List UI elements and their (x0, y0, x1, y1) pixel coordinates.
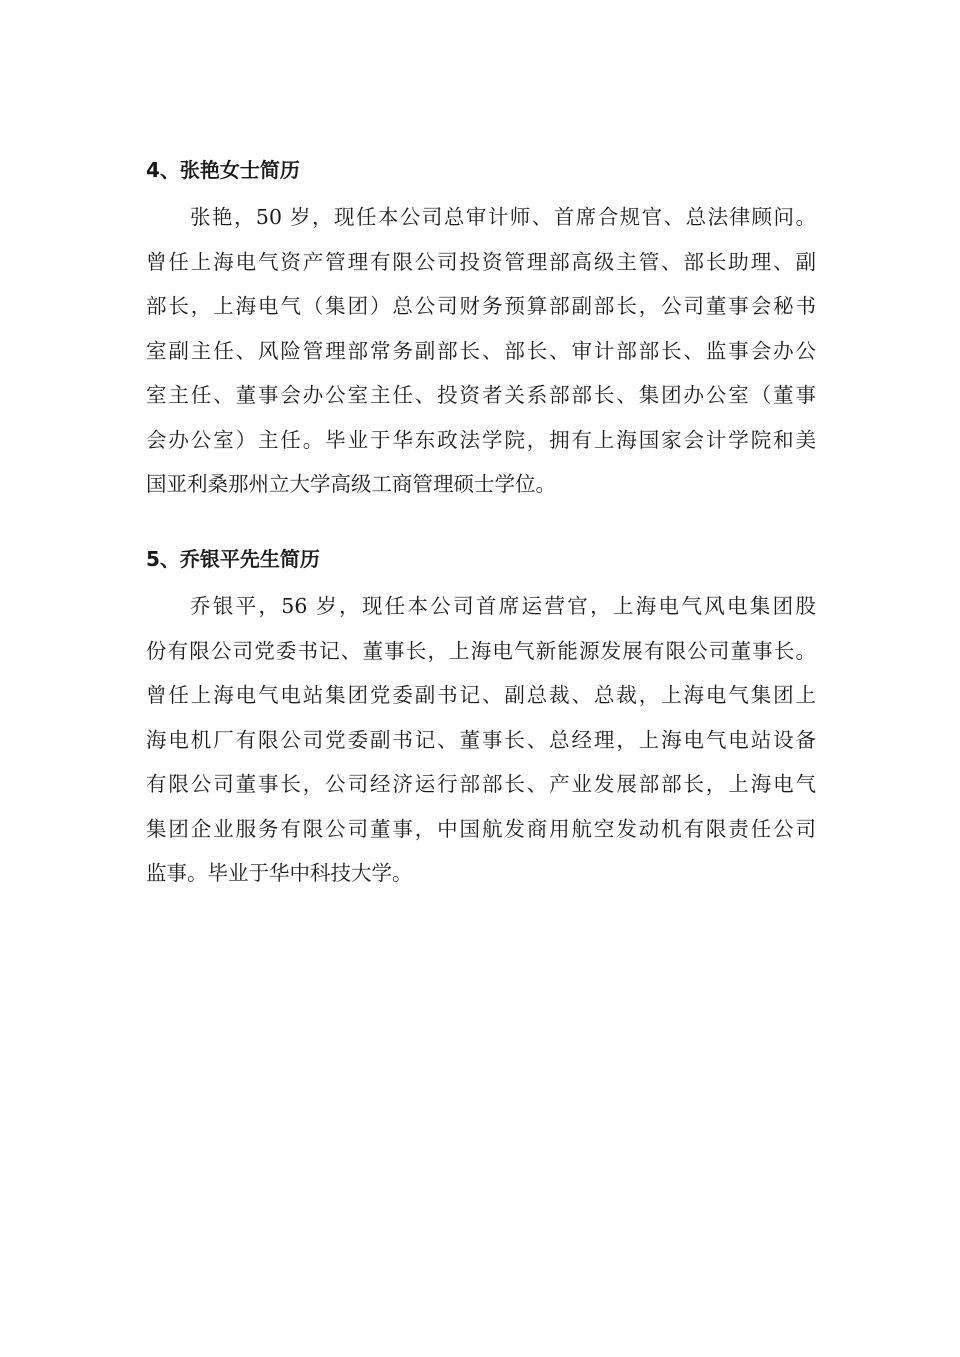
paragraph-line: 国亚利桑那州立大学高级工商管理硕士学位。 (146, 472, 556, 496)
paragraph-line: 份有限公司党委书记、董事长，上海电气新能源发展有限公司董事长。 (146, 638, 816, 663)
paragraph-line: 海电机厂有限公司党委副书记、董事长、总经理，上海电气电站设备 (146, 727, 816, 752)
bio-section-zhang-yan (146, 152, 816, 507)
bio-paragraph (146, 195, 816, 507)
paragraph-line: 曾任上海电气资产管理有限公司投资管理部高级主管、部长助理、副 (146, 249, 816, 274)
paragraph-line: 集团企业服务有限公司董事，中国航发商用航空发动机有限责任公司 (146, 816, 816, 841)
section-heading: 4、张艳女士简历 (146, 158, 300, 182)
paragraph-line: 曾任上海电气电站集团党委副书记、副总裁、总裁，上海电气集团上 (146, 683, 816, 707)
paragraph-line: 乔银平，56 岁，现任本公司首席运营官，上海电气风电集团股 (190, 594, 816, 618)
bio-paragraph (146, 584, 816, 896)
paragraph-line: 部长，上海电气（集团）总公司财务预算部副部长，公司董事会秘书 (146, 294, 816, 318)
section-heading: 5、乔银平先生简历 (146, 547, 320, 571)
paragraph-line: 会办公室）主任。毕业于华东政法学院，拥有上海国家会计学院和美 (146, 427, 816, 452)
paragraph-line: 室主任、董事会办公室主任、投资者关系部部长、集团办公室（董事 (146, 383, 816, 407)
paragraph-line: 监事。毕业于华中科技大学。 (146, 861, 413, 885)
bio-section-qiao-yinping (146, 541, 816, 896)
paragraph-line: 室副主任、风险管理部常务副部长、部长、审计部部长、监事会办公 (146, 338, 816, 363)
paragraph-line: 张艳，50 岁，现任本公司总审计师、首席合规官、总法律顾问。 (190, 205, 816, 229)
paragraph-line: 有限公司董事长，公司经济运行部部长、产业发展部部长，上海电气 (146, 772, 816, 796)
